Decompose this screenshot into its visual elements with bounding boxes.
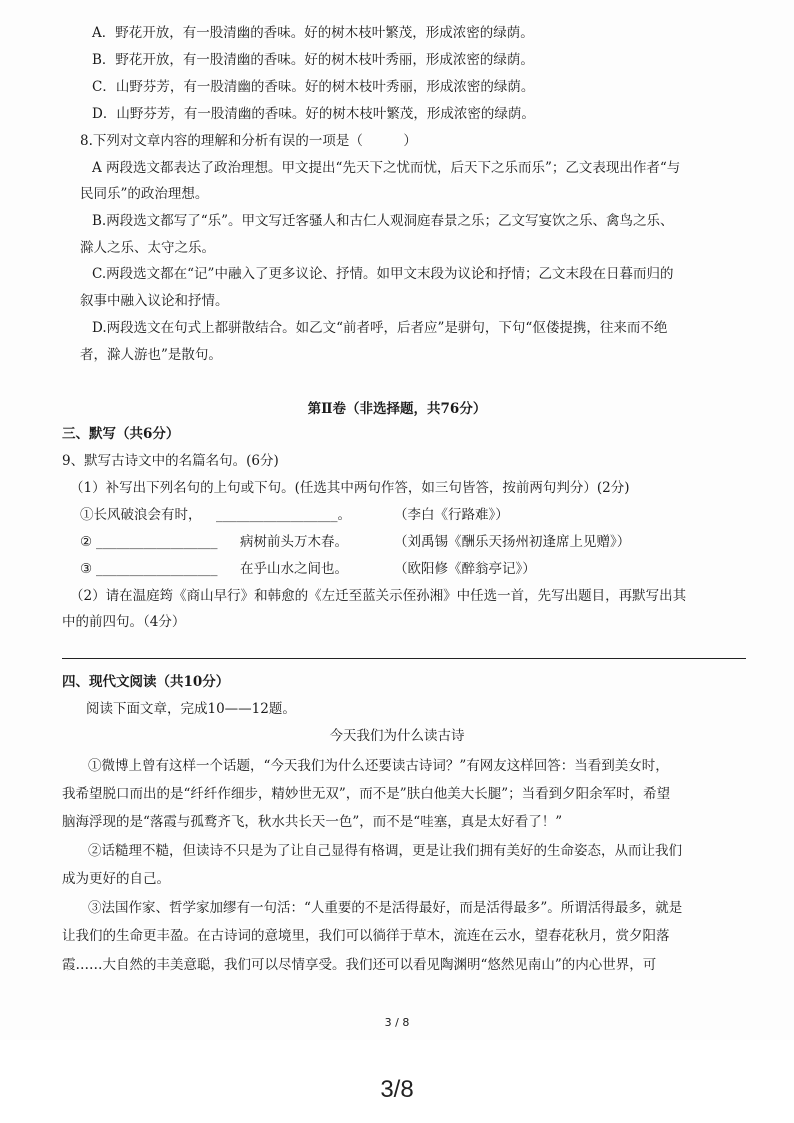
answer-line[interactable] [62,658,746,659]
article-p3-line1: ③法国作家、哲学家加缪有一句活：“人重要的不是活得最好，而是活得最多”。所谓活得最多，就是 [88,900,683,916]
section4-heading: 四、现代文阅读（共10分） [62,674,230,690]
article-title: 今天我们为什么读古诗 [329,728,465,744]
q8-option-b-line1: B.两段选文都写了“乐”。甲文写迁客骚人和古仁人观洞庭春景之乐；乙文写宴饮之乐、禽鸟之乐、 [92,213,674,229]
page-number-small: 3 / 8 [384,1016,410,1029]
q8-option-a-line1: A 两段选文都表达了政治理想。甲文提出“先天下之忧而忧，后天下之乐而乐”；乙文表现出作者“与 [92,160,681,176]
article-p2-line1: ②话糙理不糙，但读诗不只是为了让自己显得有格调，更是让我们拥有美好的生命姿态，从而让我们 [88,843,682,859]
q8-option-a-line2: 民同乐”的政治理想。 [80,186,209,202]
q8-option-d-line2: 者，滁人游也”是散句。 [80,347,222,363]
q9-item3-blank[interactable]: __________________ [96,561,218,577]
section4-instruction: 阅读下面文章，完成10——12题。 [86,701,296,717]
q9-item3-text: 在乎山水之间也。 [240,561,348,577]
q9-item2-number: ② [80,534,93,550]
page-number-large: 3/8 [380,1076,414,1103]
q9-stem: 9、默写古诗文中的名篇名句。(6分) [62,453,279,469]
q9-sub2-line2: 中的前四句。（4分） [62,614,186,630]
q7-option-d: D．山野芬芳，有一股清幽的香味。好的树木枝叶繁茂，形成浓密的绿荫。 [92,106,535,122]
article-p3-line2: 让我们的生命更丰盈。在古诗词的意境里，我们可以徜徉于草木，流连在云水，望春花秋月，赏夕阳落 [62,928,670,944]
q9-item1-text: ①长风破浪会有时， [80,507,202,523]
q9-item2-source: （刘禹锡《酬乐天扬州初逢席上见赠》） [394,534,631,550]
q9-item1-blank[interactable]: __________________。 [216,507,351,523]
q8-option-c-line2: 叙事中融入议论和抒情。 [80,293,229,309]
article-p1-line3: 脑海浮现的是“落霞与孤鹜齐飞，秋水共长天一色”，而不是“哇塞，真是太好看了！” [62,814,563,830]
q8-option-d-line1: D.两段选文在句式上都骈散结合。如乙文“前者呼，后者应”是骈句，下句“伛偻提携，往来而不绝 [92,320,668,336]
q9-item2-blank[interactable]: __________________ [96,534,218,550]
article-p1-line1: ①微博上曾有这样一个话题，“今天我们为什么还要读古诗词？”有网友这样回答：当看到美女时， [88,758,669,774]
q8-option-b-line2: 滁人之乐、太守之乐。 [80,240,215,256]
q9-sub1: （1）补写出下列名句的上句或下句。(任选其中两句作答，如三句皆答，按前两句判分）(2分) [70,480,630,496]
q9-item3-number: ③ [80,561,93,577]
article-p1-line2: 我希望脱口而出的是“纤纤作细步，精妙世无双”，而不是”肤白他美大长腿”；当看到夕阳余军时，希望 [62,786,671,802]
q9-item2-text: 病树前头万木春。 [240,534,348,550]
part2-title: 第Ⅱ卷（非选择题，共76分） [307,401,487,417]
q7-option-c: C．山野芬芳，有一股清幽的香味。好的树木枝叶秀丽，形成浓密的绿荫。 [92,79,535,95]
section3-heading: 三、默写（共6分） [62,426,180,442]
q9-item3-source: （欧阳修《醉翁亭记》） [394,561,536,577]
article-p3-line3: 霞……大自然的丰美意聪，我们可以尽情享受。我们还可以看见陶渊明“悠然见南山”的内心世界，可 [62,957,657,973]
q7-option-a: A．野花开放，有一股清幽的香味。好的树木枝叶繁茂，形成浓密的绿荫。 [92,25,534,41]
q7-option-b: B．野花开放，有一股清幽的香味。好的树木枝叶秀丽，形成浓密的绿荫。 [92,52,534,68]
q8-stem: 8.下列对文章内容的理解和分析有误的一项是（ ） [80,133,417,149]
q8-option-c-line1: C.两段选文都在“记”中融入了更多议论、抒情。如甲文末段为议论和抒情；乙文末段在日暮而归的 [92,266,674,282]
article-p2-line2: 成为更好的自己。 [62,871,170,887]
q9-item1-source: （李白《行路难》） [394,507,509,523]
q9-sub2-line1: （2）请在温庭筠《商山早行》和韩愈的《左迁至蓝关示侄孙湘》中任选一首，先写出题目，再默写出其 [70,588,687,604]
